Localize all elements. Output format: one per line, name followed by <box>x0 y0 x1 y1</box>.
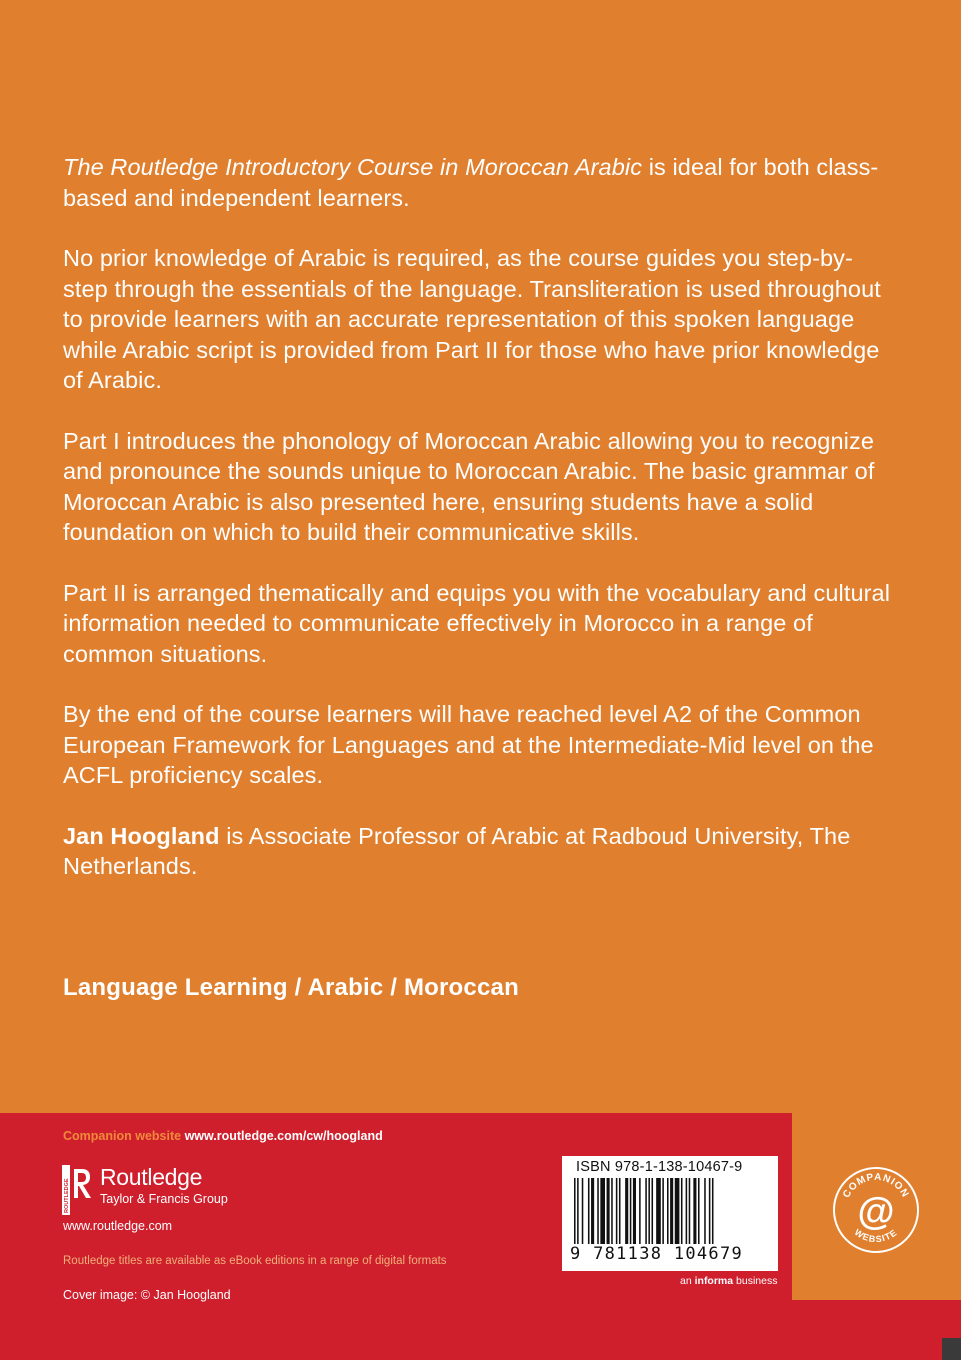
publisher-name: Routledge <box>100 1164 203 1190</box>
barcode-bar <box>648 1178 650 1244</box>
barcode-bar <box>689 1178 691 1244</box>
publisher-corner-icon <box>942 1338 961 1360</box>
isbn-label: ISBN 978-1-138-10467-9 <box>576 1159 743 1175</box>
barcode-bar <box>693 1178 696 1244</box>
companion-label: Companion website <box>63 1129 182 1143</box>
barcode-bar <box>681 1178 683 1244</box>
barcode-bar <box>686 1178 688 1244</box>
informa-business-line <box>680 1275 777 1287</box>
routledge-logo <box>62 1165 228 1215</box>
barcode-bar <box>704 1178 706 1244</box>
informa-bold: informa <box>694 1275 734 1287</box>
book-title: The Routledge Introductory Course in Moroccan Arabic <box>63 154 643 180</box>
author-bio-text: is Associate Professor of Arabic at Radboud University, The Netherlands. <box>63 822 851 879</box>
barcode-bar <box>675 1178 680 1244</box>
barcode-bar <box>625 1178 628 1244</box>
barcode-bar <box>630 1178 632 1244</box>
subject-category: Language Learning / Arabic / Moroccan <box>63 974 519 1001</box>
barcode-bar <box>616 1178 618 1244</box>
at-icon: @ <box>857 1191 895 1233</box>
cover-credit: Cover image: © Jan Hoogland <box>63 1288 231 1302</box>
logo-vertical-text: ROUTLEDGE <box>64 1178 70 1213</box>
informa-prefix: an <box>680 1275 695 1287</box>
barcode-bar <box>698 1178 700 1244</box>
publisher-group: Taylor & Francis Group <box>100 1192 228 1206</box>
back-cover-blurb <box>63 152 893 912</box>
barcode-bar <box>611 1178 613 1244</box>
blurb-paragraph-3: Part I introduces the phonology of Moroccan Arabic allowing you to recognize and pronounce the sounds unique to Moroccan Arabic. The basic grammar of Moroccan Arabic is also presented here, ensuring students have a solid foundation on which to build their communicative skills. <box>63 427 875 545</box>
barcode-bar <box>577 1178 579 1244</box>
barcode-bar <box>607 1178 610 1244</box>
barcode-bars <box>572 1178 768 1246</box>
author-name: Jan Hoogland <box>63 822 220 849</box>
barcode-bar <box>709 1178 711 1244</box>
barcode-bar <box>639 1178 641 1244</box>
ebook-note: Routledge titles are available as eBook editions in a range of digital formats <box>63 1255 447 1267</box>
barcode-bar <box>662 1178 664 1244</box>
barcode-bar <box>656 1178 661 1244</box>
blurb-paragraph-2: No prior knowledge of Arabic is required, as the course guides you step-by-step through the essentials of the language. Transliteration is used throughout to provide learners with an accurate representation of this spoken language while Arabic script is provided from Part II for those who have prior knowledge of Arabic. <box>63 245 881 393</box>
blurb-paragraph-1 <box>63 152 893 213</box>
informa-suffix: business <box>733 1275 778 1287</box>
companion-website-badge[interactable] <box>792 1113 961 1300</box>
barcode-bar <box>619 1178 621 1244</box>
barcode-bar <box>670 1178 673 1244</box>
corner-panel <box>792 1300 961 1360</box>
barcode-number: 9 781138 104679 <box>570 1244 744 1264</box>
barcode-bar <box>591 1178 594 1244</box>
blurb-paragraph-5: By the end of the course learners will have reached level A2 of the Common European Framework for Languages and at the Intermediate-Mid level on the ACFL proficiency scales. <box>63 701 874 788</box>
companion-website-panel <box>792 1113 961 1300</box>
badge-top-text: COMPANION <box>841 1171 911 1200</box>
barcode-bar <box>712 1178 714 1244</box>
barcode-bar <box>588 1178 590 1244</box>
barcode-bar <box>574 1178 576 1244</box>
author-bio <box>63 821 893 882</box>
barcode-bar <box>633 1178 636 1244</box>
barcode-bar <box>582 1178 584 1244</box>
routledge-r-icon <box>62 1165 92 1215</box>
blurb-paragraph-4: Part II is arranged thematically and equips you with the vocabulary and cultural information needed to communicate effectively in Morocco in a range of common situations. <box>63 579 891 667</box>
barcode-bar <box>597 1178 599 1244</box>
barcode-bar <box>600 1178 605 1244</box>
barcode-bar <box>652 1178 654 1244</box>
publisher-website[interactable]: www.routledge.com <box>63 1219 173 1233</box>
companion-url[interactable]: www.routledge.com/cw/hoogland <box>184 1129 383 1143</box>
barcode-bar <box>667 1178 669 1244</box>
companion-website-line <box>63 1129 383 1143</box>
blurb-p1-text: is ideal for both class-based and independent learners. <box>63 154 879 211</box>
isbn-barcode <box>562 1156 778 1271</box>
barcode-bar <box>645 1178 647 1244</box>
badge-bottom-text: WEBSITE <box>852 1227 900 1245</box>
